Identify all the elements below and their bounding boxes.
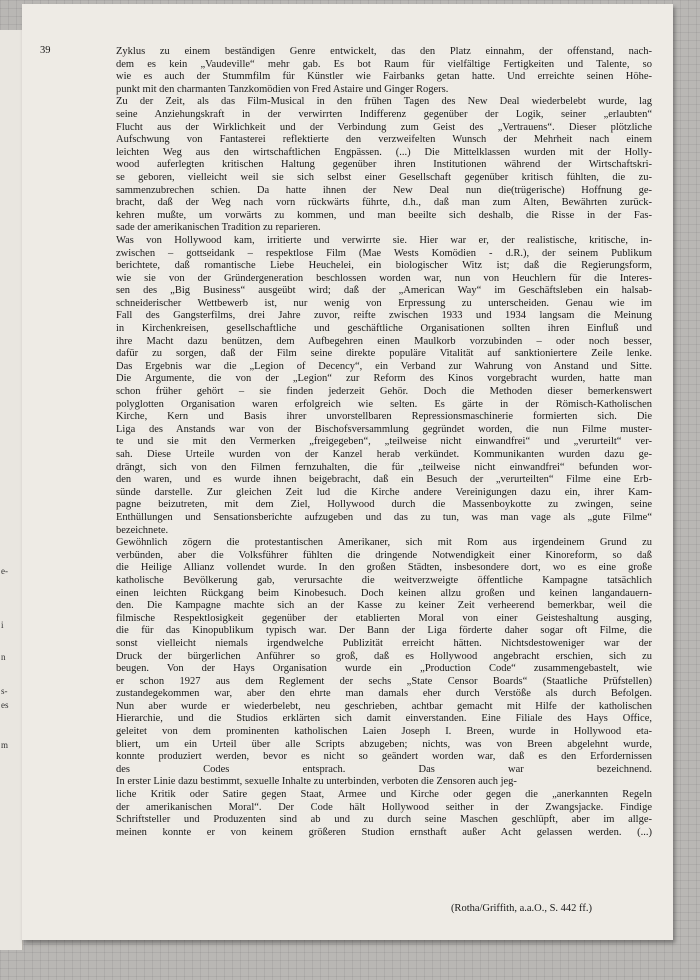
text-line: Nun aber wurde er wiederbelebt, neu geschrieben, achtbar gemacht mit Hilfe der katholischen <box>116 700 652 712</box>
text-line: Liga des Anstands war von der Bischofsversammlung gegründet worden, die nun Filme muster- <box>116 423 652 435</box>
text-line: wie sie von der Gründergeneration beschlossen worden war, nun von Heuchlern für die Interes- <box>116 272 652 284</box>
text-line: Enthüllungen und Sensationsberichte aufzugeben und das zu tun, was man vage als „gute Filme“ <box>116 511 652 523</box>
text-line: konnte produziert werden, bevor es nicht so geändert worden war, daß es den Erfordernissen <box>116 751 652 763</box>
text-line: ihre Macht dazu benützen, dem Aufbegehren einen Maulkorb vorzubinden – oder noch besser, <box>116 335 652 347</box>
text-line: zustandegekommen war, aber den ehrte man damals eher durch Verstöße als durch Befolgen. <box>116 688 652 700</box>
text-line: sonst vielleicht niemals irgendwelche Publizität erreicht hätten. Nichtsdestoweniger war der <box>116 637 652 649</box>
text-line: Zyklus zu einem beständigen Genre entwickelt, das den Platz einnahm, der offenstand, nach- <box>116 46 652 57</box>
text-line: katholische Bevölkerung gab, verursachte die weitverzweigte öffentliche Kampagne tatsächlich <box>116 574 652 586</box>
adjacent-page-fragment: e- <box>1 566 8 576</box>
text-line: den. Die Kampagne machte sich an der Kasse zu keiner Zeit verheerend bemerkbar, weil die <box>116 600 652 612</box>
text-line: schneiderischer Wettbewerb ist, nur wenig von Erpressung zu unterscheiden. Genau wie im <box>116 297 652 309</box>
text-line: Das Ergebnis war die „Legion of Decency“, ein Verband zur Wahrung von Anstand und Sitte. <box>116 360 652 372</box>
text-line: Schriftsteller und Produzenten sind ab und zu durch seine Maschen geschlüpft, aber im allge- <box>116 814 652 826</box>
text-line: zwischen – gottseidank – respektlose Film (Mae Wests Komödien - d.R.), der seinem Publikum <box>116 247 652 259</box>
text-line: leichten Weg aus den wirtschaftlichen Engpässen. (...) Die Mittelklassen wurden mit der Holly- <box>116 146 652 158</box>
text-line: sah. Diese Urteile wurden von der Kanzel herab verkündet. Kommunikanten wurden dazu ge- <box>116 449 652 460</box>
text-line: beugen. Von der Hays Organisation wurde ein „Production Code“ zusammengebastelt, wie <box>116 663 652 675</box>
text-line: Aufschwung von Fantasterei reflektierte den verzweifelten Wunsch der Mehrheit nach einem <box>116 134 652 146</box>
text-line: die für das Kinopublikum typisch war. Der Bann der Liga förderte daher sogar oft Filme, die <box>116 625 652 637</box>
text-line: Zu der Zeit, als das Film-Musical in den frühen Tagen des New Deal wiederbelebt wurde, lag <box>116 96 652 108</box>
text-line: Druck der bürgerlichen Anführer so groß, daß es Hollywood angebracht erschien, sich zu <box>116 650 652 662</box>
text-line: pagne beizutreten, mit dem Ziel, Hollywood durch die Massenboykotte zu zwingen, seine <box>116 499 652 511</box>
text-line: Was von Hollywood kam, irritierte und verwirrte sie. Hier war er, der realistische, kritische, in- <box>116 234 652 246</box>
text-line: drängt, sich von den Filmen fernzuhalten, die für „teilweise nicht einwandfrei“ befunden wor- <box>116 461 652 473</box>
text-line: sammenzubrechen schien. Da hatte ihnen der New Deal nun die(trügerische) Hoffnung ge- <box>116 184 652 196</box>
text-line: sünde darstelle. Zur gleichen Zeit lud die Kirche andere Vereinigungen dazu ein, ihrer Kam- <box>116 486 652 498</box>
text-line: seine Anziehungskraft in der verwirrten Indifferenz gegenüber der Logik, seiner „erlaubten“ <box>116 108 652 120</box>
adjacent-page-edge <box>0 30 23 950</box>
text-line: einen leichten Rückgang beim Kinobesuch. Doch keinen allzu großen und keinen langandauern- <box>116 587 652 599</box>
text-line: Gewöhnlich zögern die protestantischen Amerikaner, sich mit Rom aus irgendeinem Grund zu <box>116 537 652 549</box>
adjacent-page-fragment: s- <box>1 686 8 696</box>
text-line: dafür zu sorgen, daß der Film seine direkte populäre Vitalität auf sanktioniertere Zeile lenke. <box>116 348 652 360</box>
text-line: punkt mit den charmanten Tanzkomödien von Fred Astaire und Ginger Rogers. <box>116 83 449 95</box>
text-line: bliert, um ein Urteil über alle Scripts abzugeben; nichts, was von Breen abgelehnt wurde, <box>116 738 652 750</box>
text-line: verbünden, aber die Volksführer fühlten die dringende Notwendigkeit einer Kinoreform, so daß <box>116 549 652 561</box>
adjacent-page-fragment: es <box>1 700 9 710</box>
text-line: liche Kritik oder Satire gegen Staat, Armee und Kirche oder gegen die „anerkannten Regeln <box>116 789 652 801</box>
text-line: bracht, daß der Weg nach vorn rückwärts führte, d.h., daß man zum Alten, Bewährten zurück- <box>116 197 652 209</box>
text-line: sade der amerikanischen Tradition zu reparieren. <box>116 222 321 234</box>
text-line: er schon 1927 aus dem Reglement der sechs „State Censor Boards“ (Staatliche Prüfstellen) <box>116 675 652 687</box>
citation: (Rotha/Griffith, a.a.O., S. 442 ff.) <box>450 903 592 914</box>
text-line: berichtete, daß romantische Liebe Heuchelei, ein biologischer Witz ist; daß die Regierungsform, <box>116 260 652 272</box>
text-line: Hierarchie, und die Studios erklärten sich damit einverstanden. Eine Filiale des Hays Office, <box>116 713 652 725</box>
text-line: den waren, und es wurde ihnen beigebracht, daß ein Besuch der „verurteilten“ Filme eine Erb- <box>116 474 652 486</box>
adjacent-page-fragment: m <box>1 740 9 750</box>
adjacent-page-fragment: i <box>1 620 4 630</box>
text-line: Flucht aus der Wirklichkeit und der Verbindung zum Geist des „Vertrauens“. Dieser plötzliche <box>116 121 652 133</box>
text-line: sen des „Big Business“ ausgeübt wird; daß der „American Way“ im Geschäftsleben ein halsab- <box>116 285 652 297</box>
document-page <box>22 4 673 940</box>
text-line: polyglotten Organisation waren erfolgreich wie selten. Es gärte in der Römisch-Katholischen <box>116 398 652 410</box>
text-line: die Heilige Allianz vollendet wurde. In den großen Städten, insbesondere dort, wo es eine große <box>116 562 652 574</box>
text-line: te und sie mit den Vermerken „freigegeben“, „teilweise nicht einwandfrei“ und „verurteilt“ ver- <box>116 436 652 448</box>
text-line: wie es auch der Stummfilm für Künstler wie Fairbanks getan hatte. Und erreichte seinen Höhe- <box>116 71 652 83</box>
text-line: schon früher gehört – sie finden jederzeit Gehör. Doch die Methoden dieser bemerkenswert <box>116 386 652 398</box>
text-line: in Kirchenkreisen, gesellschaftliche und geschäftliche Organisationen sollten ihren Einfluß und <box>116 323 652 335</box>
adjacent-page-fragment: n <box>1 652 6 662</box>
text-line: des Codes entsprach. Das war bezeichnend. <box>116 763 652 775</box>
body-text <box>116 46 652 839</box>
text-line: Kirche, Kern und Basis ihrer unvorstellbaren Repressionsmaschinerie formierten sich. Die <box>116 411 652 423</box>
text-line: bezeichnete. <box>116 524 169 536</box>
text-line: wood auferlegten kritischen Haltung gegenüber ihren Institutionen während der Wirtschaftskri- <box>116 159 652 171</box>
text-line: kehren mußte, um vorwärts zu kommen, und man beeilte sich deshalb, die Risse in der Fas- <box>116 209 652 221</box>
text-line: dem es kein „Vaudeville“ mehr gab. Es bot Raum für vielfältige Fertigkeiten und Talente, so <box>116 58 652 70</box>
text-line: geleitet von dem prominenten katholischen Laien Joseph I. Breen, wurde in Hollywood eta- <box>116 726 652 738</box>
text-line: Die Argumente, die von der „Legion“ zur Reform des Kinos vorgebracht wurden, hatte man <box>116 373 652 385</box>
text-line: filmische Respektlosigkeit gegenüber der etablierten Moral von einer Geisteshaltung ausging, <box>116 612 652 624</box>
page-number: 39 <box>40 45 51 56</box>
text-line: se geboren, vielleicht weil sie sich selbst einer Gesellschaft gegenüber kritisch fühlten, die zu- <box>116 171 652 183</box>
text-line: In erster Linie dazu bestimmt, sexuelle Inhalte zu unterbinden, verboten die Zensoren auch jeg- <box>116 776 517 788</box>
text-line: Fall des Gangsterfilms, drei Jahre zuvor, reifte zwischen 1933 und 1934 langsam die Meinung <box>116 310 652 322</box>
text-line: der amerikanischen Moral“. Der Code hält Hollywood seither in der Zwangsjacke. Findige <box>116 801 652 813</box>
text-line: meinen konnte er von keinem größeren Studion ernsthaft außer Acht gelassen werden. (...) <box>116 826 652 838</box>
